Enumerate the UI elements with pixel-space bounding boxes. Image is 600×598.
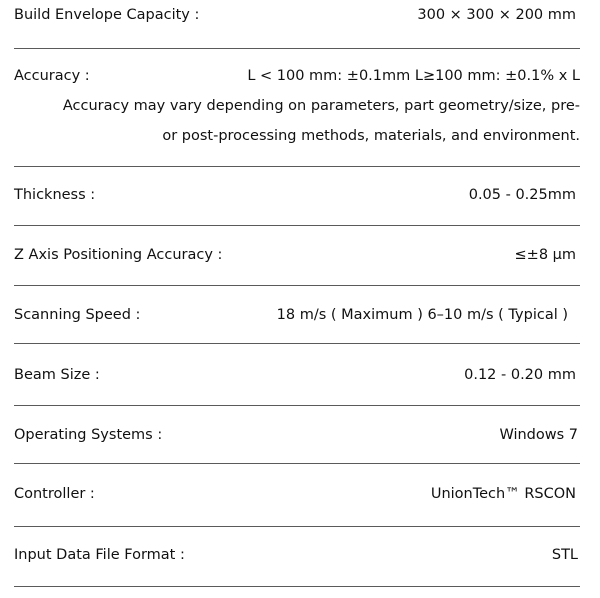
spec-label: Scanning Speed : [14, 307, 141, 323]
spec-value: 300 × 300 × 200 mm [417, 7, 576, 23]
spec-value: ≤±8 µm [514, 247, 576, 263]
spec-label: Thickness : [14, 187, 96, 203]
spec-row-thickness [14, 167, 580, 226]
spec-value: 0.12 - 0.20 mm [464, 367, 576, 383]
spec-value: UnionTech™ RSCON [430, 486, 576, 502]
spec-label: Input Data File Format : [14, 547, 185, 563]
spec-row-input-format [14, 527, 580, 587]
spec-value: Windows 7 [499, 427, 578, 443]
spec-label: Beam Size : [14, 367, 100, 383]
spec-value: 0.05 - 0.25mm [468, 187, 576, 203]
spec-value: 18 m/s ( Maximum ) 6–10 m/s ( Typical ) [276, 307, 568, 323]
spec-row-operating-systems [14, 406, 580, 464]
spec-row-build-envelope [14, 0, 580, 49]
spec-label: Build Envelope Capacity : [14, 7, 200, 23]
spec-row-scanning-speed [14, 286, 580, 344]
spec-label: Operating Systems : [14, 427, 163, 443]
spec-label: Z Axis Positioning Accuracy : [14, 247, 223, 263]
spec-label: Accuracy : [14, 68, 90, 84]
spec-row-accuracy [14, 49, 580, 167]
spec-label: Controller : [14, 486, 95, 502]
spec-row-z-axis [14, 226, 580, 286]
spec-value: L < 100 mm: ±0.1mm L≥100 mm: ±0.1% x L [247, 68, 580, 84]
spec-value: STL [551, 547, 578, 563]
spec-row-controller [14, 464, 580, 527]
accuracy-note: Accuracy may vary depending on parameters, part geometry/size, pre- or post-processing methods, materials, and environment. [62, 98, 580, 144]
spec-row-beam-size [14, 344, 580, 406]
